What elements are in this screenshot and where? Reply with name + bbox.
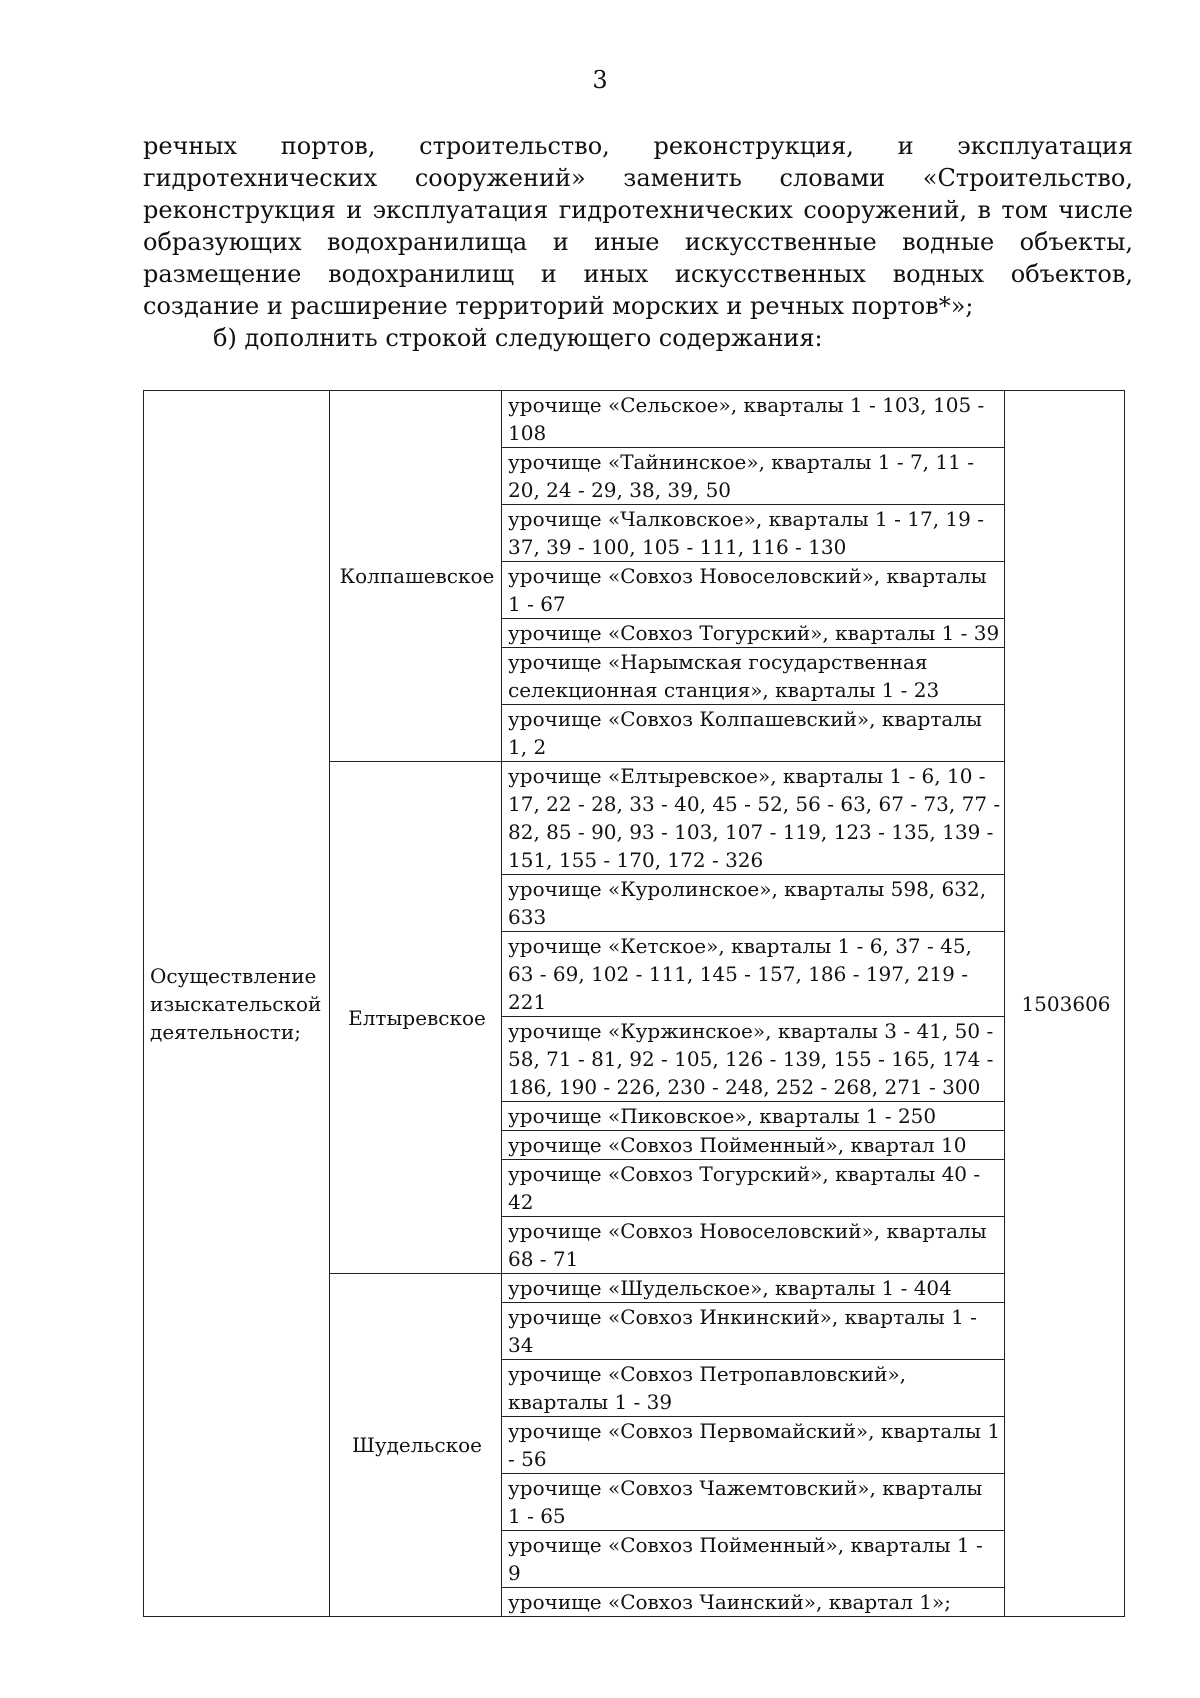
tract-cell: урочище «Шудельское», кварталы 1 - 404	[502, 1274, 1005, 1303]
tract-cell: урочище «Совхоз Первомайский», кварталы 1 - 56	[502, 1417, 1005, 1474]
tract-cell: урочище «Совхоз Колпашевский», кварталы 1, 2	[502, 705, 1005, 762]
tract-cell: урочище «Совхоз Тогурский», кварталы 1 - 39	[502, 619, 1005, 648]
tract-cell: урочище «Пиковское», кварталы 1 - 250	[502, 1102, 1005, 1131]
tract-cell: урочище «Сельское», кварталы 1 - 103, 105 - 108	[502, 391, 1005, 448]
district-cell: Шудельское	[330, 1274, 502, 1617]
tract-cell: урочище «Совхоз Пойменный», кварталы 1 - 9	[502, 1531, 1005, 1588]
activity-cell: Осуществление изыскательской деятельности;	[144, 391, 330, 1617]
tract-cell: урочище «Куролинское», кварталы 598, 632, 633	[502, 875, 1005, 932]
table-body	[144, 391, 1125, 1617]
tract-cell: урочище «Совхоз Тогурский», кварталы 40 - 42	[502, 1160, 1005, 1217]
tract-cell: урочище «Совхоз Петропавловский», кварталы 1 - 39	[502, 1360, 1005, 1417]
district-cell: Колпашевское	[330, 391, 502, 762]
tract-cell: урочище «Совхоз Новоселовский», кварталы 1 - 67	[502, 562, 1005, 619]
tract-cell: урочище «Совхоз Инкинский», кварталы 1 - 34	[502, 1303, 1005, 1360]
tract-cell: урочище «Чалковское», кварталы 1 - 17, 19 - 37, 39 - 100, 105 - 111, 116 - 130	[502, 505, 1005, 562]
tract-cell: урочище «Совхоз Чаинский», квартал 1»;	[502, 1588, 1005, 1617]
forest-tracts-table	[143, 390, 1125, 1617]
tract-cell: урочище «Елтыревское», кварталы 1 - 6, 10 - 17, 22 - 28, 33 - 40, 45 - 52, 56 - 63, 67 - 73, 77 - 82, 85 - 90, 93 - 103, 107 - 119, 123 - 135, 139 - 151, 155 - 170, 172 - 326	[502, 762, 1005, 875]
district-cell: Елтыревское	[330, 762, 502, 1274]
tract-cell: урочище «Нарымская государственная селекционная станция», кварталы 1 - 23	[502, 648, 1005, 705]
tract-cell: урочище «Кетское», кварталы 1 - 6, 37 - 45, 63 - 69, 102 - 111, 145 - 157, 186 - 197, 219 - 221	[502, 932, 1005, 1017]
body-text	[143, 130, 1133, 354]
tract-cell: урочище «Куржинское», кварталы 3 - 41, 50 - 58, 71 - 81, 92 - 105, 126 - 139, 155 - 165, 174 - 186, 190 - 226, 230 - 248, 252 - 268, 271 - 300	[502, 1017, 1005, 1102]
paragraph-addition: б) дополнить строкой следующего содержания:	[213, 324, 823, 352]
page-number: 3	[592, 66, 608, 94]
area-cell: 1503606	[1005, 391, 1125, 1617]
tract-cell: урочище «Совхоз Новоселовский», кварталы 68 - 71	[502, 1217, 1005, 1274]
paragraph-replacement: речных портов, строительство, реконструкция, и эксплуатация гидротехнических сооружений» заменить словами «Строительство, реконструкция и эксплуатация гидротехнических сооружений, в том числе образующих водохранилища и иные искусственные водные объекты, размещение водохранилищ и иных искусственных водных объектов, создание и расширение территорий морских и речных портов*»;	[143, 132, 1133, 320]
tract-cell: урочище «Совхоз Чажемтовский», кварталы 1 - 65	[502, 1474, 1005, 1531]
table-row	[144, 391, 1125, 448]
tract-cell: урочище «Тайнинское», кварталы 1 - 7, 11 - 20, 24 - 29, 38, 39, 50	[502, 448, 1005, 505]
tract-cell: урочище «Совхоз Пойменный», квартал 10	[502, 1131, 1005, 1160]
